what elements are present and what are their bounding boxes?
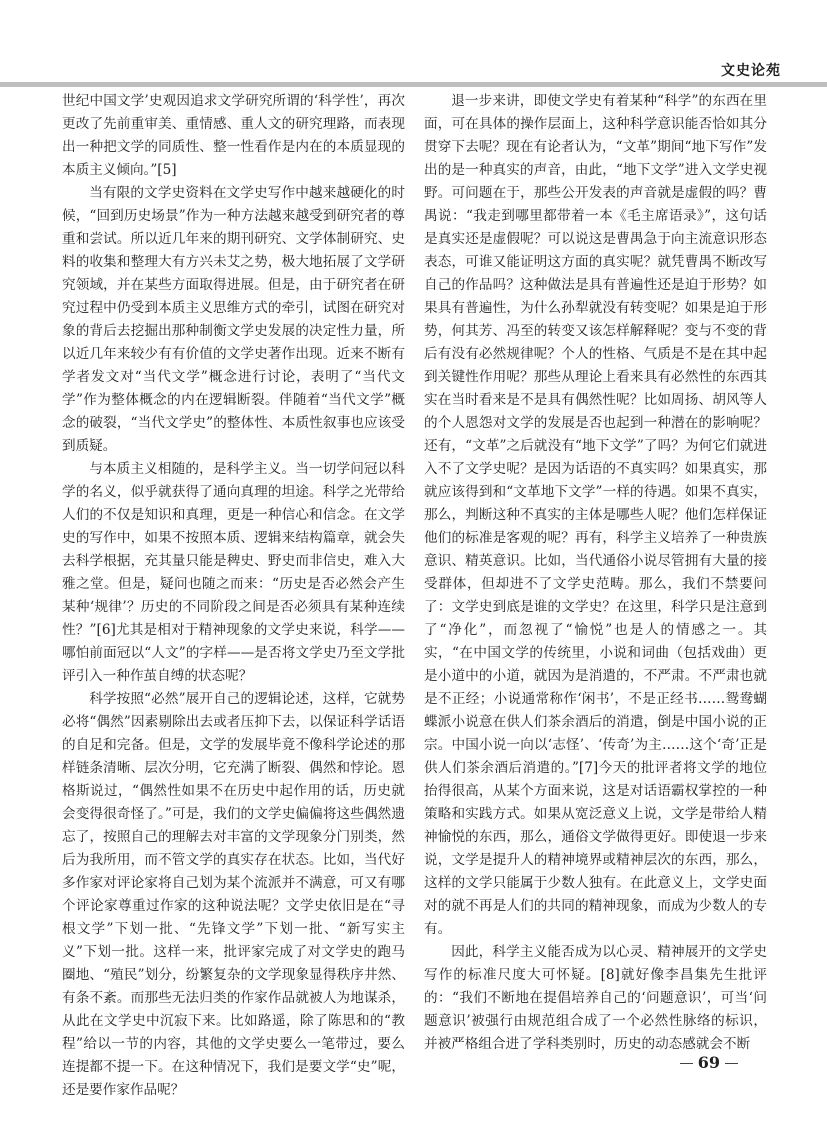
right-column xyxy=(424,90,767,1052)
page-number-value: 69 xyxy=(697,1053,720,1072)
paragraph: 退一步来讲，即使文学史有着某种“科学”的东西在里面，可在具体的操作层面上，这种科学意识能否恰如其分贯穿下去呢？现在有论者认为，“文革”期间“地下写作”发出的是一种真实的声音，由此，“地下文学”进入文学史视野。可问题在于，那些公开发表的声音就是虚假的吗？曹禺说：“我走到哪里都带着一本《毛主席语录》”，这句话是真实还是虚假呢？可以说这是曹禺急于向主流意识形态表态，可谁又能证明这方面的真实呢？就凭曹禺不断改写自己的作品吗？这种做法是具有普遍性还是迫于形势？如果具有普遍性，为什么孙犁就没有转变呢？如果是迫于形势，何其芳、冯至的转变又该怎样解释呢？变与不变的背后有没有必然规律呢？个人的性格、气质是不是在其中起到关键性作用呢？那些从理论上看来具有必然性的东西其实在当时看来是不是具有偶然性呢？比如周扬、胡风等人的个人恩怨对文学的发展是否也起到一种潜在的影响呢？还有，“文革”之后就没有“地下文学”了吗？为何它们就进入不了文学史呢？是因为话语的不真实吗？如果真实，那就应该得到和“文革地下文学”一样的待遇。如果不真实，那么，判断这种不真实的主体是哪些人呢？他们怎样保证他们的标准是客观的呢？再有，科学主义培养了一种贵族意识、精英意识。比如，当代通俗小说尽管拥有大量的接受群体，但却进不了文学史范畴。那么，我们不禁要问了：文学史到底是谁的文学史？在这里，科学只是注意到了“净化”，而忽视了“愉悦”也是人的情感之一。其实，“在中国文学的传统里，小说和词曲（包括戏曲）更是小道中的小道，就因为是消遣的，不严肃。不严肃也就是不正经；小说通常称作‘闲书’，不是正经书……鸳鸯蝴蝶派小说意在供人们茶余酒后的消遣，倒是中国小说的正宗。中国小说一向以‘志怪’、‘传奇’为主……这个‘奇’正是供人们茶余酒后消遣的。”[7]今天的批评者将文学的地位抬得很高，从某个方面来说，这是对话语霸权掌控的一种策略和实践方式。如果从宽泛意义上说，文学是带给人精神愉悦的东西，那么，通俗文学做得更好。即使退一步来说，文学是提升人的精神境界或精神层次的东西，那么，这样的文学只能属于少数人独有。在此意义上，文学史面对的就不再是人们的共同的精神现象，而成为少数人的专有。 xyxy=(424,93,767,937)
section-title: 文史论苑 xyxy=(721,63,781,79)
paragraph: 当有限的文学史资料在文学史写作中越来越硬化的时候，“回到历史场景”作为一种方法越来越受到研究者的尊重和尝试。所以近几年来的期刊研究、文学体制研究、史料的收集和整理大有方兴未艾之势，极大地拓展了文学研究领域，并在某些方面取得进展。但是，由于研究者在研究过程中仍受到本质主义思维方式的牵引，试图在研究对象的背后去挖掘出那种制衡文学史发展的决定性力量，所以近几年来较少有有价值的文学史著作出现。近来不断有学者发文对“当代文学”概念进行讨论，表明了“当代文学”作为整体概念的内在逻辑断裂。伴随着“当代文学”概念的破裂，“当代文学史”的整体性、本质性叙事也应该受到质疑。 xyxy=(62,185,405,454)
paragraph: 科学按照“必然”展开自己的逻辑论述，这样，它就势必将“偶然”因素剔除出去或者压抑下去，以保证科学话语的自足和完备。但是，文学的发展毕竟不像科学论述的那样链条清晰、层次分明，它充满了断裂、偶然和悖论。恩格斯说过，“偶然性如果不在历史中起作用的话，历史就会变得很奇怪了。”可是，我们的文学史偏偏将这些偶然遗忘了，按照自己的理解去对丰富的文学现象分门别类，然后为我所用，而不管文学的真实存在状态。比如，当代好多作家对评论家将自己划为某个流派并不满意，可又有哪个评论家尊重过作家的这种说法呢？文学史依旧是在“寻根文学”下划一批、“先锋文学”下划一批、“新写实主义”下划一批。这样一来，批评家完成了对文学史的跑马圈地、“殖民”划分，纷繁复杂的文学现象显得秩序井然、有条不紊。而那些无法归类的作家作品就被人为地谋杀，从此在文学史中沉寂下来。比如路遥，除了陈思和的“教程”给以一节的内容，其他的文学史要么一笔带过，要么连提都不提一下。在这种情况下，我们是要文学“史”呢，还是要作家作品呢？ xyxy=(62,691,405,1098)
page-number xyxy=(675,1053,743,1072)
left-column xyxy=(62,90,405,1098)
paragraph: 因此，科学主义能否成为以心灵、精神展开的文学史写作的标准尺度大可怀疑。[8]就好像李昌集先生批评的：“我们不断地在提倡培养自己的‘问题意识’，可当‘问题意识’被强行由规范组合成了一个必然性脉络的标识，并被严格组合进了学科类别时，历史的动态感就会不断 xyxy=(424,944,767,1052)
paragraph: 与本质主义相随的，是科学主义。当一切学问冠以科学的名义，似乎就获得了通向真理的坦途。科学之光带给人们的不仅是知识和真理，更是一种信心和信念。在文学史的写作中，如果不按照本质、逻辑来结构篇章，就会失去科学根据，充其量只能是稗史、野史而非信史，难入大雅之堂。但是，疑问也随之而来：“历史是否必然会产生某种‘规律’？历史的不同阶段之间是否必须具有某种连续性？”[6]尤其是相对于精神现象的文学史来说，科学——哪怕前面冠以“人文”的字样——是否将文学史乃至文学批评引入一种作茧自缚的状态呢？ xyxy=(62,461,405,684)
header-divider xyxy=(0,82,827,87)
paragraph: 世纪中国文学’史观因追求文学研究所谓的‘科学性’，再次更改了先前重审美、重情感、重人文的研究理路，而表现出一种把文学的同质性、整一性看作是内在的本质显现的本质主义倾向。”[5] xyxy=(62,93,405,178)
